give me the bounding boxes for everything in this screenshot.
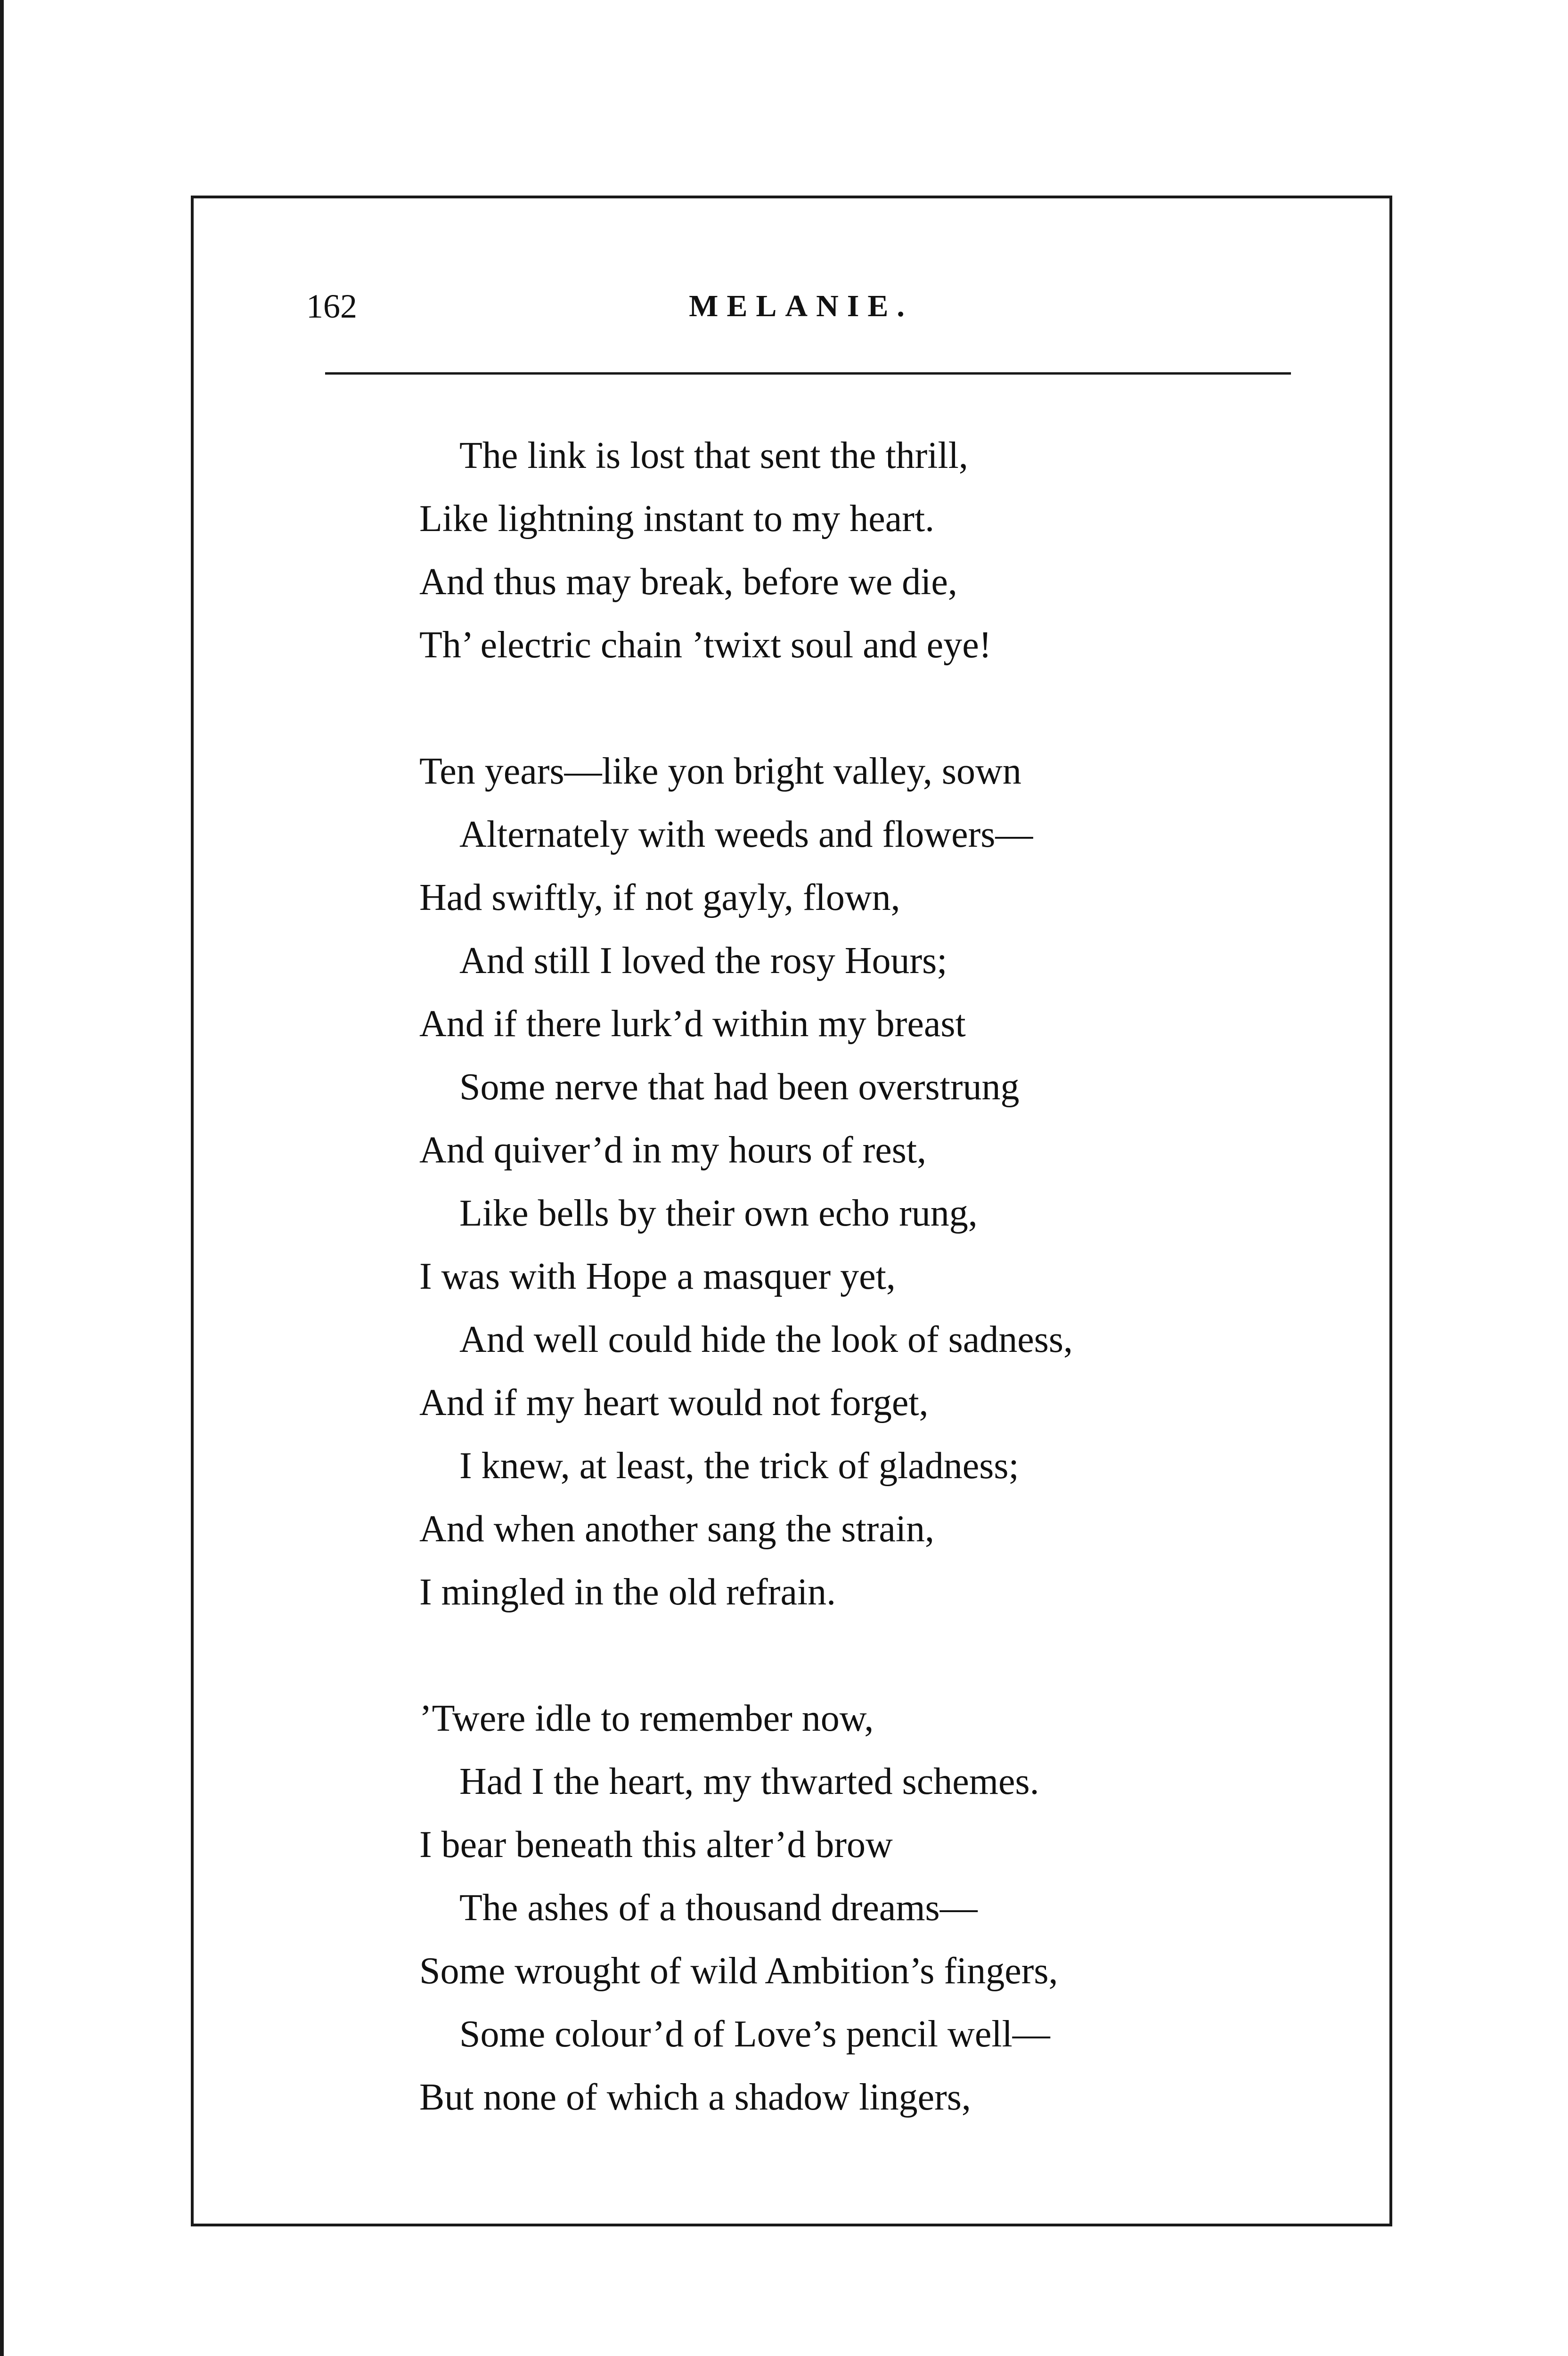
poem-line: Th’ electric chain ’twixt soul and eye! [419, 624, 992, 666]
page-edge-rule [0, 0, 4, 2356]
page-number: 162 [306, 287, 357, 325]
poem-line: And thus may break, before we die, [419, 561, 957, 603]
poem-line: And well could hide the look of sadness, [459, 1319, 1073, 1360]
poem-line: Some wrought of wild Ambition’s fingers, [419, 1950, 1058, 1992]
header-rule [325, 372, 1291, 375]
poem-line: But none of which a shadow lingers, [419, 2077, 971, 2118]
poem-line: Had I the heart, my thwarted schemes. [459, 1761, 1039, 1802]
poem-line: I was with Hope a masquer yet, [419, 1256, 896, 1297]
poem-line: Ten years—like yon bright valley, sown [419, 751, 1021, 792]
poem-line: Had swiftly, if not gayly, flown, [419, 877, 900, 918]
poem-body [419, 424, 1267, 2192]
stanza [419, 740, 1267, 1624]
poem-line: The ashes of a thousand dreams— [459, 1887, 978, 1929]
poem-line: The link is lost that sent the thrill, [459, 435, 968, 476]
poem-line: I knew, at least, the trick of gladness; [459, 1445, 1019, 1487]
poem-line: Like bells by their own echo rung, [459, 1193, 978, 1234]
poem-line: And quiver’d in my hours of rest, [419, 1129, 927, 1171]
page-header [306, 278, 1296, 335]
poem-line: I bear beneath this alter’d brow [419, 1824, 893, 1865]
stanza [419, 1687, 1267, 2129]
poem-line: ’Twere idle to remember now, [419, 1698, 874, 1739]
poem-line: Alternately with weeds and flowers— [459, 814, 1033, 855]
poem-line: And still I loved the rosy Hours; [459, 940, 947, 982]
stanza [419, 424, 1267, 677]
poem-line: Some nerve that had been overstrung [459, 1066, 1020, 1108]
poem-line: Some colour’d of Love’s pencil well— [459, 2013, 1050, 2055]
poem-line: And if my heart would not forget, [419, 1382, 929, 1423]
running-head: MELANIE. [689, 289, 913, 323]
poem-line: And if there lurk’d within my breast [419, 1003, 966, 1045]
poem-line: And when another sang the strain, [419, 1508, 935, 1550]
poem-line: I mingled in the old refrain. [419, 1571, 836, 1613]
poem-line: Like lightning instant to my heart. [419, 498, 935, 540]
